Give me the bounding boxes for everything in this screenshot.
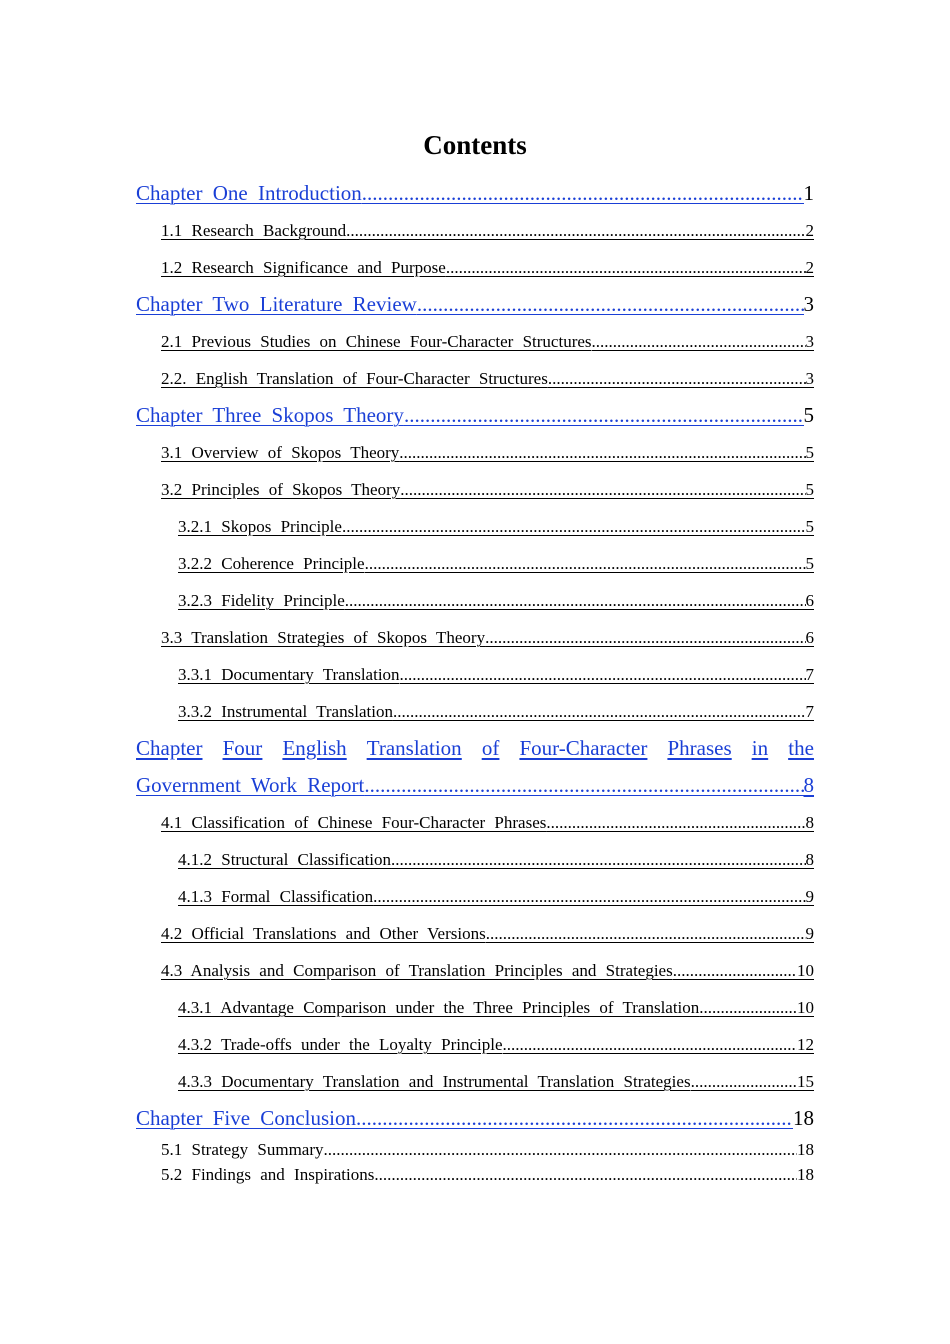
toc-page-number: 8: [803, 773, 814, 797]
toc-chapter-1[interactable]: [136, 175, 814, 212]
toc-entry-label: 3.2.1 Skopos Principle: [178, 517, 342, 536]
dot-leader: [400, 471, 805, 508]
toc-entry-label: 4.1.2 Structural Classification: [178, 850, 392, 869]
toc-page-number: 2: [805, 258, 814, 277]
dot-leader: [324, 1137, 797, 1162]
toc-page-number: 12: [797, 1035, 814, 1054]
dot-leader: [399, 434, 805, 471]
dot-leader: [365, 545, 806, 582]
toc-chapter-3[interactable]: [136, 397, 814, 434]
toc-entry-label: 3.2 Principles of Skopos Theory: [161, 480, 401, 499]
toc-page-number: 5: [805, 443, 814, 462]
toc-entry-label: 3.3.1 Documentary Translation: [178, 665, 400, 684]
toc-page-number: 18: [793, 1106, 814, 1130]
toc-section-3-2-3[interactable]: [178, 582, 814, 619]
dot-leader: [362, 175, 804, 212]
toc-entry-label: 3.3.2 Instrumental Translation: [178, 702, 393, 721]
toc-word: English: [282, 736, 347, 760]
toc-page-number: 2: [805, 221, 814, 240]
toc-entry-label: Government Work Report: [136, 773, 365, 797]
toc-entry-label: 4.3.3 Documentary Translation and Instrumental Translation Strategies: [178, 1072, 691, 1091]
toc-chapter-4-line-2: [136, 767, 814, 804]
toc-entry-label: 4.3 Analysis and Comparison of Translation Principles and Strategies: [161, 961, 673, 980]
dot-leader: [393, 693, 806, 730]
dot-leader: [400, 656, 806, 693]
toc-entry-label: Chapter Two Literature Review: [136, 292, 417, 316]
dot-leader: [417, 286, 804, 323]
toc-chapter-5[interactable]: [136, 1100, 814, 1137]
toc-section-4-1-3[interactable]: [178, 878, 814, 915]
toc-entry-label: 5.1 Strategy Summary: [161, 1140, 324, 1159]
toc-section-1-2[interactable]: [161, 249, 814, 286]
toc-page-number: 6: [805, 591, 814, 610]
toc-entry-label: 2.2. English Translation of Four-Character Structures: [161, 369, 548, 388]
dot-leader: [346, 212, 805, 249]
toc-section-2-1[interactable]: [161, 323, 814, 360]
dot-leader: [373, 878, 805, 915]
dot-leader: [699, 989, 797, 1026]
toc-section-4-1[interactable]: [161, 804, 814, 841]
toc-page-number: 3: [803, 292, 814, 316]
toc-entry-label: 1.2 Research Significance and Purpose: [161, 258, 446, 277]
toc-entry-label: 4.1 Classification of Chinese Four-Character Phrases: [161, 813, 547, 832]
toc-page-number: 6: [805, 628, 814, 647]
toc-page-number: 1: [803, 181, 814, 205]
toc-page-number: 10: [797, 961, 814, 980]
toc-entry-label: 2.1 Previous Studies on Chinese Four-Character Structures: [161, 332, 592, 351]
toc-word: Four: [222, 736, 263, 760]
dot-leader: [356, 1100, 793, 1137]
dot-leader: [592, 323, 806, 360]
toc-section-3-2[interactable]: [161, 471, 814, 508]
toc-page-number: 15: [797, 1072, 814, 1091]
toc-word: in: [751, 736, 769, 760]
toc-page-number: 5: [805, 517, 814, 536]
toc-page-number: 5: [805, 554, 814, 573]
toc-entry-label: Chapter Five Conclusion: [136, 1106, 356, 1130]
toc-entry-label: 5.2 Findings and Inspirations: [161, 1165, 375, 1184]
toc-page-number: 18: [797, 1140, 814, 1159]
toc-entry-label: Chapter One Introduction: [136, 181, 362, 205]
toc-section-1-1[interactable]: [161, 212, 814, 249]
toc-section-4-3-1[interactable]: [178, 989, 814, 1026]
dot-leader: [404, 397, 804, 434]
toc-page-number: 10: [797, 998, 814, 1017]
toc-entry-label: 4.1.3 Formal Classification: [178, 887, 374, 906]
toc-page-number: 8: [805, 850, 814, 869]
dot-leader: [503, 1026, 797, 1063]
toc-page-number: 3: [805, 332, 814, 351]
toc-section-5-2[interactable]: [161, 1162, 814, 1187]
table-of-contents: [136, 175, 814, 1187]
dot-leader: [546, 804, 805, 841]
toc-section-3-2-1[interactable]: [178, 508, 814, 545]
toc-page-number: 5: [805, 480, 814, 499]
dot-leader: [486, 915, 806, 952]
toc-entry-label: 3.2.2 Coherence Principle: [178, 554, 365, 573]
toc-word: Four-Character: [519, 736, 648, 760]
toc-page-number: 18: [797, 1165, 814, 1184]
toc-section-4-3-2[interactable]: [178, 1026, 814, 1063]
toc-section-4-3[interactable]: [161, 952, 814, 989]
toc-entry-label: Chapter Three Skopos Theory: [136, 403, 404, 427]
toc-entry-label: 3.1 Overview of Skopos Theory: [161, 443, 400, 462]
dot-leader: [691, 1063, 797, 1100]
toc-page-number: 9: [805, 887, 814, 906]
toc-word: Translation: [366, 736, 462, 760]
toc-page-number: 8: [805, 813, 814, 832]
toc-word: the: [788, 736, 814, 760]
toc-section-4-3-3[interactable]: [178, 1063, 814, 1100]
toc-section-2-2[interactable]: [161, 360, 814, 397]
toc-section-3-2-2[interactable]: [178, 545, 814, 582]
toc-page-number: 3: [805, 369, 814, 388]
dot-leader: [446, 249, 806, 286]
toc-word: of: [481, 736, 500, 760]
toc-section-3-3-2[interactable]: [178, 693, 814, 730]
toc-chapter-4-line-1: [136, 730, 814, 767]
toc-entry-label: 3.2.3 Fidelity Principle: [178, 591, 345, 610]
dot-leader: [391, 841, 805, 878]
toc-chapter-4[interactable]: [136, 730, 814, 804]
toc-section-3-1[interactable]: [161, 434, 814, 471]
toc-word: Phrases: [667, 736, 732, 760]
toc-page-number: 5: [803, 403, 814, 427]
toc-page-number: 7: [805, 665, 814, 684]
dot-leader: [485, 619, 805, 656]
toc-entry-label: 1.1 Research Background: [161, 221, 347, 240]
toc-section-5-1[interactable]: [161, 1137, 814, 1162]
toc-section-4-1-2[interactable]: [178, 841, 814, 878]
toc-word: Chapter: [136, 736, 203, 760]
toc-entry-label: 3.3 Translation Strategies of Skopos Theory: [161, 628, 486, 647]
dot-leader: [374, 1162, 797, 1187]
toc-section-4-2[interactable]: [161, 915, 814, 952]
toc-page-number: 9: [805, 924, 814, 943]
toc-chapter-2[interactable]: [136, 286, 814, 323]
toc-entry-label: 4.3.1 Advantage Comparison under the Three Principles of Translation: [178, 998, 700, 1017]
dot-leader: [342, 508, 806, 545]
toc-section-3-3-1[interactable]: [178, 656, 814, 693]
dot-leader: [548, 360, 806, 397]
toc-section-3-3[interactable]: [161, 619, 814, 656]
dot-leader: [364, 767, 803, 804]
dot-leader: [345, 582, 806, 619]
page-title: Contents: [423, 130, 527, 160]
toc-entry-label: 4.3.2 Trade-offs under the Loyalty Principle: [178, 1035, 503, 1054]
toc-entry-label: 4.2 Official Translations and Other Versions: [161, 924, 486, 943]
toc-page-number: 7: [805, 702, 814, 721]
dot-leader: [673, 952, 797, 989]
